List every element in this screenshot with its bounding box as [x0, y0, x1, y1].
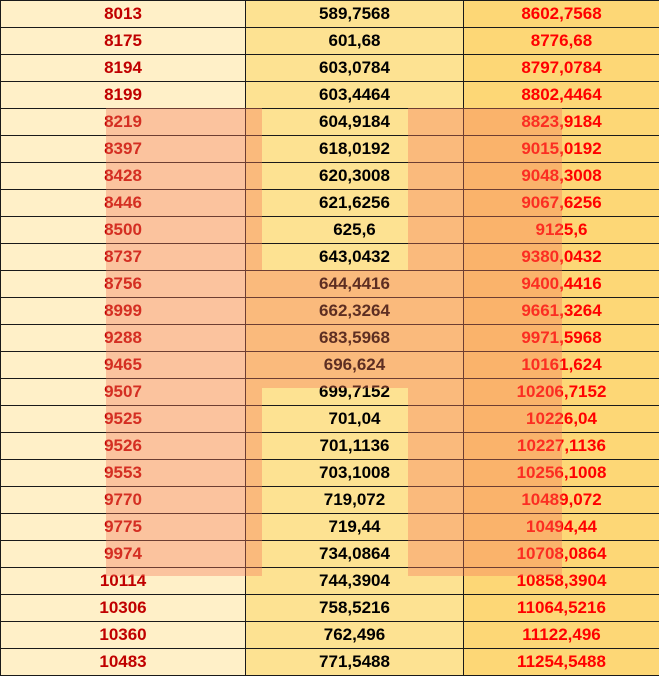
col-3-cell[interactable]: 10161,624 — [464, 352, 659, 379]
col-1-cell[interactable]: 8175 — [1, 28, 246, 55]
table-row — [1, 352, 659, 379]
table-row — [1, 55, 659, 82]
col-3-cell[interactable]: 10494,44 — [464, 514, 659, 541]
table-row — [1, 136, 659, 163]
col-3-cell[interactable]: 9048,3008 — [464, 163, 659, 190]
table-row — [1, 28, 659, 55]
col-2-cell[interactable]: 701,1136 — [246, 433, 464, 460]
table-row — [1, 163, 659, 190]
col-1-cell[interactable]: 8199 — [1, 82, 246, 109]
table-row — [1, 109, 659, 136]
col-2-cell[interactable]: 603,0784 — [246, 55, 464, 82]
col-2-cell[interactable]: 701,04 — [246, 406, 464, 433]
col-3-cell[interactable]: 9015,0192 — [464, 136, 659, 163]
col-1-cell[interactable]: 10483 — [1, 649, 246, 676]
table-row — [1, 595, 659, 622]
col-3-cell[interactable]: 8776,68 — [464, 28, 659, 55]
col-1-cell[interactable]: 8219 — [1, 109, 246, 136]
col-1-cell[interactable]: 9465 — [1, 352, 246, 379]
table-row — [1, 460, 659, 487]
col-1-cell[interactable]: 10306 — [1, 595, 246, 622]
col-2-cell[interactable]: 662,3264 — [246, 298, 464, 325]
col-2-cell[interactable]: 762,496 — [246, 622, 464, 649]
table-row — [1, 82, 659, 109]
table-row — [1, 433, 659, 460]
col-1-cell[interactable]: 9288 — [1, 325, 246, 352]
col-1-cell[interactable]: 10114 — [1, 568, 246, 595]
col-2-cell[interactable]: 621,6256 — [246, 190, 464, 217]
col-3-cell[interactable]: 10226,04 — [464, 406, 659, 433]
col-3-cell[interactable]: 8802,4464 — [464, 82, 659, 109]
table-row — [1, 514, 659, 541]
col-3-cell[interactable]: 9971,5968 — [464, 325, 659, 352]
col-1-cell[interactable]: 9507 — [1, 379, 246, 406]
col-3-cell[interactable]: 8602,7568 — [464, 1, 659, 28]
col-2-cell[interactable]: 699,7152 — [246, 379, 464, 406]
col-3-cell[interactable]: 9400,4416 — [464, 271, 659, 298]
col-3-cell[interactable]: 10206,7152 — [464, 379, 659, 406]
col-1-cell[interactable]: 9553 — [1, 460, 246, 487]
table-row — [1, 190, 659, 217]
table-row — [1, 244, 659, 271]
col-2-cell[interactable]: 758,5216 — [246, 595, 464, 622]
col-3-cell[interactable]: 10256,1008 — [464, 460, 659, 487]
col-1-cell[interactable]: 8500 — [1, 217, 246, 244]
col-2-cell[interactable]: 703,1008 — [246, 460, 464, 487]
col-3-cell[interactable]: 9125,6 — [464, 217, 659, 244]
table-row — [1, 568, 659, 595]
table-row — [1, 325, 659, 352]
col-3-cell[interactable]: 8823,9184 — [464, 109, 659, 136]
col-2-cell[interactable]: 589,7568 — [246, 1, 464, 28]
price-table-body — [1, 1, 659, 676]
col-1-cell[interactable]: 8428 — [1, 163, 246, 190]
col-3-cell[interactable]: 8797,0784 — [464, 55, 659, 82]
table-row — [1, 298, 659, 325]
table-row — [1, 487, 659, 514]
col-2-cell[interactable]: 719,44 — [246, 514, 464, 541]
col-1-cell[interactable]: 8756 — [1, 271, 246, 298]
col-2-cell[interactable]: 744,3904 — [246, 568, 464, 595]
col-1-cell[interactable]: 8397 — [1, 136, 246, 163]
table-row — [1, 622, 659, 649]
table-row — [1, 406, 659, 433]
col-2-cell[interactable]: 683,5968 — [246, 325, 464, 352]
col-1-cell[interactable]: 9770 — [1, 487, 246, 514]
col-2-cell[interactable]: 620,3008 — [246, 163, 464, 190]
col-2-cell[interactable]: 618,0192 — [246, 136, 464, 163]
col-1-cell[interactable]: 8737 — [1, 244, 246, 271]
col-3-cell[interactable]: 10227,1136 — [464, 433, 659, 460]
col-3-cell[interactable]: 9380,0432 — [464, 244, 659, 271]
col-2-cell[interactable]: 644,4416 — [246, 271, 464, 298]
col-3-cell[interactable]: 10708,0864 — [464, 541, 659, 568]
col-1-cell[interactable]: 9526 — [1, 433, 246, 460]
table-row — [1, 271, 659, 298]
col-3-cell[interactable]: 10489,072 — [464, 487, 659, 514]
table-row — [1, 541, 659, 568]
col-1-cell[interactable]: 8999 — [1, 298, 246, 325]
col-1-cell[interactable]: 8013 — [1, 1, 246, 28]
table-row — [1, 379, 659, 406]
col-1-cell[interactable]: 10360 — [1, 622, 246, 649]
col-3-cell[interactable]: 9661,3264 — [464, 298, 659, 325]
col-3-cell[interactable]: 9067,6256 — [464, 190, 659, 217]
table-row — [1, 217, 659, 244]
col-2-cell[interactable]: 625,6 — [246, 217, 464, 244]
table-row — [1, 1, 659, 28]
table-row — [1, 649, 659, 676]
col-2-cell[interactable]: 734,0864 — [246, 541, 464, 568]
col-3-cell[interactable]: 10858,3904 — [464, 568, 659, 595]
col-2-cell[interactable]: 603,4464 — [246, 82, 464, 109]
col-2-cell[interactable]: 696,624 — [246, 352, 464, 379]
col-2-cell[interactable]: 601,68 — [246, 28, 464, 55]
col-2-cell[interactable]: 719,072 — [246, 487, 464, 514]
col-2-cell[interactable]: 604,9184 — [246, 109, 464, 136]
col-1-cell[interactable]: 9775 — [1, 514, 246, 541]
col-2-cell[interactable]: 771,5488 — [246, 649, 464, 676]
col-2-cell[interactable]: 643,0432 — [246, 244, 464, 271]
col-1-cell[interactable]: 9974 — [1, 541, 246, 568]
col-1-cell[interactable]: 8194 — [1, 55, 246, 82]
col-1-cell[interactable]: 9525 — [1, 406, 246, 433]
col-1-cell[interactable]: 8446 — [1, 190, 246, 217]
col-3-cell[interactable]: 11064,5216 — [464, 595, 659, 622]
col-3-cell[interactable]: 11254,5488 — [464, 649, 659, 676]
col-3-cell[interactable]: 11122,496 — [464, 622, 659, 649]
